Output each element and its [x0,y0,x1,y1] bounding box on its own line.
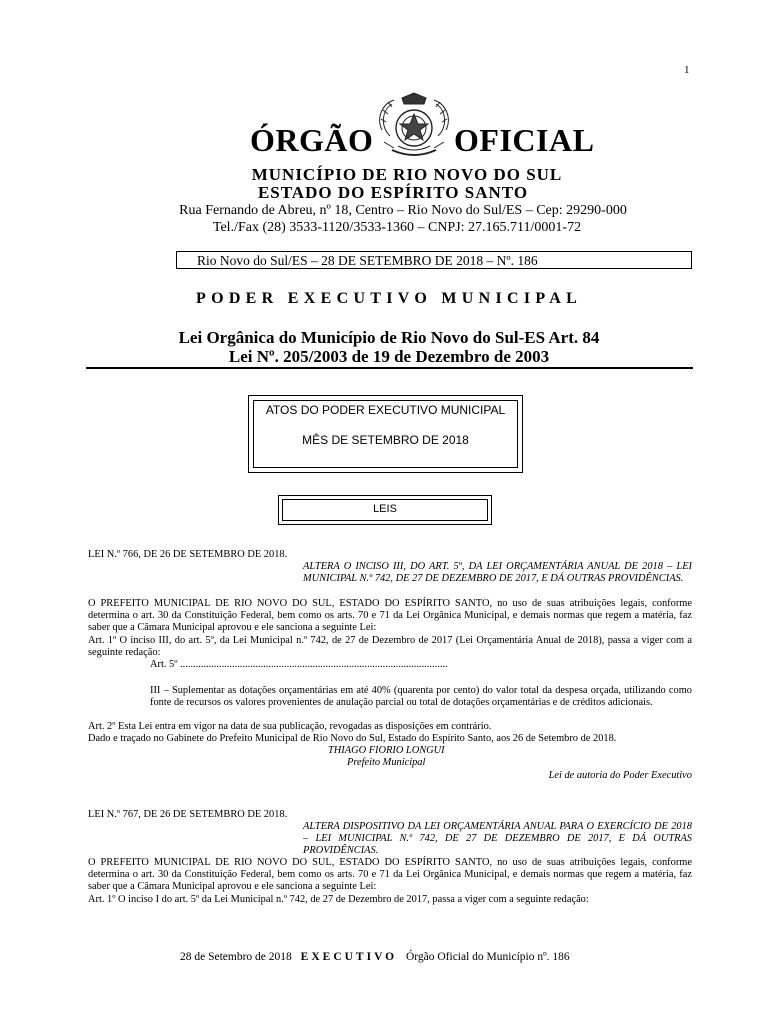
coat-of-arms-icon [372,92,456,164]
header-rule [86,367,693,369]
law-766-heading: LEI N.º 766, DE 26 DE SETEMBRO DE 2018. [88,549,288,560]
law-766-signer: THIAGO FIORIO LONGUI [328,745,445,756]
page-footer [180,951,570,963]
edition-banner: Rio Novo do Sul/ES – 28 DE SETEMBRO DE 2018 – Nº. 186 [176,251,692,269]
footer-section: EXECUTIVO [300,951,398,963]
law-767-ementa: ALTERA DISPOSITIVO DA LEI ORÇAMENTÁRIA ANUAL PARA O EXERCÍCIO DE 2018 – LEI MUNICIPAL N.º 742, DE 27 DE DEZEMBRO DE 2017, E DÁ OUTRAS PROVIDÊNCIAS. [303,821,692,857]
law-767-heading: LEI N.º 767, DE 26 DE SETEMBRO DE 2018. [88,809,288,820]
title-word-left: ÓRGÃO [250,122,374,158]
footer-date: 28 de Setembro de 2018 [180,951,292,963]
footer-publication: Órgão Oficial do Município nº. 186 [405,951,570,963]
law-766-authorship: Lei de autoria do Poder Executivo [548,770,692,781]
law-767-preamble: O PREFEITO MUNICIPAL DE RIO NOVO DO SUL, ESTADO DO ESPÍRITO SANTO, no uso de suas atribuições legais, conforme determina o art. 30 da Constituição Federal, bem como os arts. 70 e 71 da Lei Orgânica Municipal, e demais normas que regem a matéria, faz saber que a Câmara Municipal aprovou e ele sanciona a seguinte Lei: [88,857,692,893]
state-name: ESTADO DO ESPÍRITO SANTO [257,183,529,202]
law-767-article-1: Art. 1º O inciso I do art. 5º da Lei Municipal n.º 742, de 27 de Dezembro de 2017, passa a viger com a seguinte redação: [88,894,589,905]
acts-box-title: ATOS DO PODER EXECUTIVO MUNICIPAL [265,403,506,417]
municipality-name: MUNICÍPIO DE RIO NOVO DO SUL [251,165,563,184]
law-number-line: Lei Nº. 205/2003 de 19 de Dezembro de 2003 [228,347,550,366]
contact-line: Tel./Fax (28) 3533-1120/3533-1360 – CNPJ: 27.165.711/0001-72 [212,220,582,235]
law-766-article-2: Art. 2º Esta Lei entra em vigor na data de sua publicação, revogadas as disposições em contrário. [88,721,492,732]
organic-law-line: Lei Orgânica do Município de Rio Novo do Sul-ES Art. 84 [178,328,600,347]
leis-label: LEIS [373,503,397,515]
address-line: Rua Fernando de Abreu, nº 18, Centro – Rio Novo do Sul/ES – Cep: 29290-000 [179,203,627,218]
acts-box-month: MÊS DE SETEMBRO DE 2018 [302,433,469,447]
law-766-inciso: III – Suplementar as dotações orçamentárias em até 40% (quarenta por cento) do valor total da despesa orçada, utilizando como fonte de recursos os valores provenientes de anulação parcial ou total de dotações orçamentárias e de créditos adicionais. [150,685,692,709]
law-766-article-1: Art. 1º O inciso III, do art. 5º, da Lei Municipal n.º 742, de 27 de Dezembro de 2017 (Lei Orçamentária Anual de 2018), passa a viger com a seguinte redação: [88,635,692,659]
law-766-preamble: O PREFEITO MUNICIPAL DE RIO NOVO DO SUL, ESTADO DO ESPÍRITO SANTO, no uso de suas atribuições legais, conforme determina o art. 30 da Constituição Federal, bem como os arts. 70 e 71 da Lei Orgânica Municipal, e demais normas que regem a matéria, faz saber que a Câmara Municipal aprovou e ele sanciona a seguinte Lei: [88,598,692,634]
law-766-article-5: Art. 5º ....................................................................................................... [150,659,448,670]
page-number: 1 [684,64,690,76]
law-766-ementa: ALTERA O INCISO III, DO ART. 5º, DA LEI ORÇAMENTÁRIA ANUAL DE 2018 – LEI MUNICIPAL N.º 742, DE 27 DE DEZEMBRO DE 2017, E DÁ OUTRAS PROVIDÊNCIAS. [303,561,692,585]
law-766-given: Dado e traçado no Gabinete do Prefeito Municipal de Rio Novo do Sul, Estado do Espírito Santo, aos 26 de Setembro de 2018. [88,733,617,744]
title-word-right: OFICIAL [454,122,595,158]
law-766-signer-title: Prefeito Municipal [347,757,426,768]
section-heading: PODER EXECUTIVO MUNICIPAL [196,290,583,307]
